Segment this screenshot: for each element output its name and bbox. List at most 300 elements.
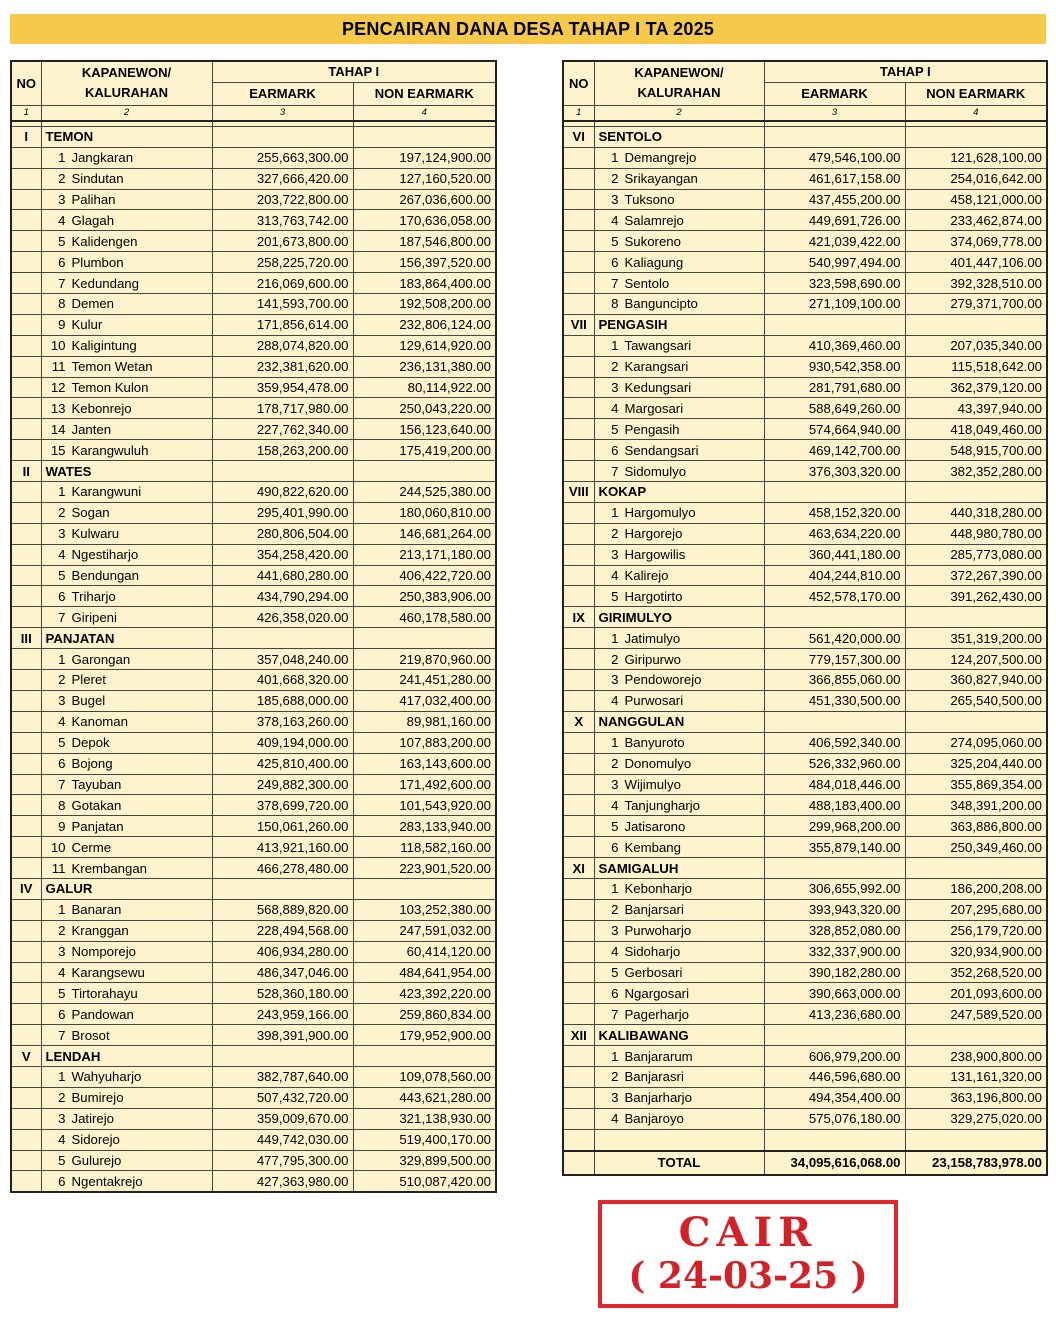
- kalurahan-name: Kaligintung: [71, 338, 137, 354]
- kalurahan-name: Banjaroyo: [624, 1111, 684, 1127]
- kalurahan-name: Srikayangan: [624, 171, 698, 187]
- table-row: [11, 544, 496, 565]
- kalurahan-name: Tuksono: [624, 192, 675, 207]
- kalurahan-name: Banguncipto: [624, 296, 698, 312]
- kalurahan-name: Sogan: [71, 505, 110, 521]
- earmark-value: 390,182,280.00: [764, 962, 905, 983]
- table-row: [563, 252, 1047, 273]
- table-row: [563, 899, 1047, 920]
- row-number: 3: [611, 192, 619, 207]
- group-row: [11, 1046, 496, 1067]
- kalurahan-name: Garongan: [71, 651, 131, 667]
- row-number: 2: [58, 171, 66, 187]
- non-earmark-value: 460,178,580.00: [353, 607, 496, 628]
- earmark-value: 306,655,992.00: [764, 878, 905, 899]
- earmark-value: 488,183,400.00: [764, 795, 905, 816]
- row-number: 1: [58, 1069, 66, 1085]
- group-number: II: [11, 461, 41, 482]
- earmark-value: 243,959,166.00: [212, 1004, 353, 1025]
- row-number: 7: [58, 776, 66, 792]
- non-earmark-value: 207,295,680.00: [905, 899, 1047, 920]
- earmark-value: 461,617,158.00: [764, 168, 905, 189]
- group-row: [11, 628, 496, 649]
- table-row: [563, 649, 1047, 670]
- earmark-value: 201,673,800.00: [212, 231, 353, 252]
- kalurahan-name: Ngentakrejo: [71, 1173, 143, 1189]
- earmark-value: 458,152,320.00: [764, 502, 905, 523]
- row-number: 3: [58, 526, 66, 542]
- kalurahan-name: Salamrejo: [624, 212, 684, 228]
- non-earmark-value: 250,383,906.00: [353, 586, 496, 607]
- row-number: 4: [611, 693, 619, 709]
- row-number: 4: [58, 547, 66, 563]
- table-row: [11, 1108, 496, 1129]
- table-row: [563, 356, 1047, 377]
- non-earmark-value: 548,915,700.00: [905, 440, 1047, 461]
- table-row: [563, 941, 1047, 962]
- group-number: VII: [563, 314, 594, 335]
- table-row: [563, 586, 1047, 607]
- non-earmark-value: 156,123,640.00: [353, 419, 496, 440]
- kalurahan-name: Margosari: [624, 400, 684, 416]
- kalurahan-name: Kaliagung: [624, 254, 684, 270]
- earmark-value: 382,787,640.00: [212, 1066, 353, 1087]
- row-number: 3: [611, 1090, 619, 1106]
- kalurahan-name: Kulur: [71, 317, 103, 333]
- kalurahan-name: Jangkaran: [71, 150, 134, 166]
- non-earmark-value: 329,899,500.00: [353, 1150, 496, 1171]
- table-row: [563, 732, 1047, 753]
- earmark-value: 378,163,260.00: [212, 711, 353, 732]
- earmark-value: 393,943,320.00: [764, 899, 905, 920]
- group-name: LENDAH: [41, 1046, 212, 1067]
- non-earmark-value: 440,318,280.00: [905, 502, 1047, 523]
- row-number: 2: [58, 505, 66, 521]
- non-earmark-value: 183,864,400.00: [353, 273, 496, 294]
- header-kapanewon: [594, 61, 764, 105]
- table-row: [11, 816, 496, 837]
- table-row: [563, 273, 1047, 294]
- non-earmark-value: 423,392,220.00: [353, 983, 496, 1004]
- table-row: [563, 294, 1047, 315]
- group-row: [563, 711, 1047, 732]
- non-earmark-value: 238,900,800.00: [905, 1046, 1047, 1067]
- row-number: 6: [611, 839, 619, 855]
- group-name: SENTOLO: [594, 126, 764, 147]
- kalurahan-name: Hargomulyo: [624, 505, 696, 521]
- table-row: [11, 962, 496, 983]
- non-earmark-value: 392,328,510.00: [905, 273, 1047, 294]
- table-row: [563, 1046, 1047, 1067]
- kalurahan-name: Sidorejo: [71, 1132, 120, 1148]
- earmark-value: 216,069,600.00: [212, 273, 353, 294]
- non-earmark-value: 274,095,060.00: [905, 732, 1047, 753]
- empty-row: [563, 1129, 1047, 1150]
- earmark-value: 426,358,020.00: [212, 607, 353, 628]
- earmark-value: 295,401,990.00: [212, 502, 353, 523]
- row-number: 5: [611, 233, 619, 249]
- earmark-value: 281,791,680.00: [764, 377, 905, 398]
- row-number: 6: [58, 588, 66, 604]
- earmark-value: 410,369,460.00: [764, 335, 905, 356]
- non-earmark-value: 101,543,920.00: [353, 795, 496, 816]
- kalurahan-name: Triharjo: [71, 588, 116, 604]
- kalurahan-name: Bojong: [71, 756, 113, 772]
- non-earmark-value: 417,032,400.00: [353, 690, 496, 711]
- earmark-value: 228,494,568.00: [212, 920, 353, 941]
- row-number: 2: [58, 1090, 66, 1106]
- table-row: [11, 273, 496, 294]
- col-index: 4: [353, 105, 496, 121]
- row-number: 4: [58, 1132, 66, 1148]
- table-row: [11, 711, 496, 732]
- header-no: NO: [11, 61, 41, 105]
- row-number: 4: [611, 212, 619, 228]
- earmark-value: 178,717,980.00: [212, 398, 353, 419]
- earmark-value: 203,722,800.00: [212, 189, 353, 210]
- col-index: 2: [41, 105, 212, 121]
- row-number: 1: [611, 338, 619, 354]
- row-number: 2: [611, 756, 619, 772]
- table-row: [563, 377, 1047, 398]
- total-label: TOTAL: [594, 1151, 764, 1175]
- row-number: 12: [50, 380, 66, 396]
- non-earmark-value: 118,582,160.00: [353, 837, 496, 858]
- row-number: 1: [611, 1048, 619, 1064]
- earmark-value: 158,263,200.00: [212, 440, 353, 461]
- group-number: XI: [563, 858, 594, 879]
- non-earmark-value: 406,422,720.00: [353, 565, 496, 586]
- table-row: [11, 732, 496, 753]
- earmark-value: 427,363,980.00: [212, 1171, 353, 1192]
- kalurahan-name: Karangsari: [624, 359, 689, 375]
- table-row: [563, 523, 1047, 544]
- earmark-value: 401,668,320.00: [212, 670, 353, 691]
- group-row: [563, 858, 1047, 879]
- non-earmark-value: 213,171,180.00: [353, 544, 496, 565]
- table-row: [11, 774, 496, 795]
- earmark-value: 357,048,240.00: [212, 649, 353, 670]
- non-earmark-value: 121,628,100.00: [905, 147, 1047, 168]
- non-earmark-value: 283,133,940.00: [353, 816, 496, 837]
- table-row: [11, 565, 496, 586]
- earmark-value: 574,664,940.00: [764, 419, 905, 440]
- earmark-value: 232,381,620.00: [212, 356, 353, 377]
- earmark-value: 490,822,620.00: [212, 482, 353, 503]
- kalurahan-name: Karangwuni: [71, 484, 142, 500]
- row-number: 4: [611, 1111, 619, 1127]
- earmark-value: 434,790,294.00: [212, 586, 353, 607]
- non-earmark-value: 250,043,220.00: [353, 398, 496, 419]
- earmark-value: 466,278,480.00: [212, 858, 353, 879]
- table-row: [563, 210, 1047, 231]
- earmark-value: 323,598,690.00: [764, 273, 905, 294]
- table-row: [11, 1150, 496, 1171]
- non-earmark-value: 170,636,058.00: [353, 210, 496, 231]
- col-index: 3: [764, 105, 905, 121]
- kalurahan-name: Sukoreno: [624, 233, 681, 249]
- kalurahan-name: Janten: [71, 421, 112, 437]
- kalurahan-name: Wahyuharjo: [71, 1069, 142, 1085]
- non-earmark-value: 192,508,200.00: [353, 294, 496, 315]
- kalurahan-name: Sidoharjo: [624, 944, 681, 960]
- table-row: [563, 1004, 1047, 1025]
- table-row: [563, 147, 1047, 168]
- row-number: 8: [611, 296, 619, 312]
- table-row: [11, 586, 496, 607]
- table-row: [11, 314, 496, 335]
- table-row: [11, 607, 496, 628]
- kalurahan-name: Palihan: [71, 192, 116, 207]
- non-earmark-value: 363,196,800.00: [905, 1087, 1047, 1108]
- earmark-value: 437,455,200.00: [764, 189, 905, 210]
- header-no: NO: [563, 61, 594, 105]
- kalurahan-name: Kebonrejo: [71, 400, 132, 416]
- kalurahan-name: Banjarasri: [624, 1069, 684, 1085]
- row-number: 4: [611, 568, 619, 584]
- earmark-value: 540,997,494.00: [764, 252, 905, 273]
- table-row: [563, 628, 1047, 649]
- group-number: IV: [11, 878, 41, 899]
- row-number: 5: [611, 588, 619, 604]
- header-non-earmark: NON EARMARK: [905, 82, 1047, 105]
- table-row: [11, 252, 496, 273]
- row-number: 9: [58, 818, 66, 834]
- earmark-value: 271,109,100.00: [764, 294, 905, 315]
- table-row: [11, 1066, 496, 1087]
- earmark-value: 463,634,220.00: [764, 523, 905, 544]
- non-earmark-value: 259,860,834.00: [353, 1004, 496, 1025]
- earmark-value: 568,889,820.00: [212, 899, 353, 920]
- table-row: [11, 231, 496, 252]
- table-row: [563, 168, 1047, 189]
- table-row: [11, 502, 496, 523]
- earmark-value: 227,762,340.00: [212, 419, 353, 440]
- total-row: [563, 1151, 1047, 1175]
- group-row: [11, 126, 496, 147]
- col-index: 3: [212, 105, 353, 121]
- table-row: [563, 398, 1047, 419]
- non-earmark-value: 279,371,700.00: [905, 294, 1047, 315]
- kalurahan-name: Ngargosari: [624, 985, 690, 1001]
- earmark-value: 449,742,030.00: [212, 1129, 353, 1150]
- kalurahan-name: Pengasih: [624, 421, 680, 437]
- row-number: 7: [611, 1006, 619, 1022]
- table-row: [11, 147, 496, 168]
- table-row: [563, 816, 1047, 837]
- table-row: [563, 189, 1047, 210]
- kalurahan-name: Banjarsari: [624, 902, 684, 918]
- kalurahan-name: Tawangsari: [624, 338, 692, 354]
- non-earmark-value: 363,886,800.00: [905, 816, 1047, 837]
- row-number: 2: [58, 923, 66, 939]
- kalurahan-name: Purwosari: [624, 693, 684, 709]
- row-number: 1: [58, 150, 66, 166]
- kalurahan-name: Gulurejo: [71, 1152, 122, 1168]
- kalurahan-name: Bendungan: [71, 568, 139, 584]
- earmark-value: 171,856,614.00: [212, 314, 353, 335]
- row-number: 5: [58, 568, 66, 584]
- non-earmark-value: 374,069,778.00: [905, 231, 1047, 252]
- kalurahan-name: Pagerharjo: [624, 1006, 690, 1022]
- kalurahan-name: Kalidengen: [71, 233, 138, 249]
- kalurahan-name: Hargorejo: [624, 526, 683, 542]
- non-earmark-value: 360,827,940.00: [905, 670, 1047, 691]
- kalurahan-name: Gerbosari: [624, 964, 683, 980]
- table-row: [11, 377, 496, 398]
- earmark-value: 150,061,260.00: [212, 816, 353, 837]
- table-row: [11, 1025, 496, 1046]
- kalurahan-name: Giripeni: [71, 609, 117, 625]
- earmark-value: 425,810,400.00: [212, 753, 353, 774]
- kalurahan-name: Tirtorahayu: [71, 985, 138, 1001]
- non-earmark-value: 80,114,922.00: [353, 377, 496, 398]
- non-earmark-value: 352,268,520.00: [905, 962, 1047, 983]
- page-title: PENCAIRAN DANA DESA TAHAP I TA 2025: [10, 14, 1046, 44]
- stamp-line2: ( 24-03-25 ): [628, 1255, 868, 1297]
- row-number: 6: [611, 442, 619, 458]
- row-number: 4: [58, 714, 66, 730]
- kalurahan-name: Brosot: [71, 1027, 110, 1043]
- non-earmark-value: 175,419,200.00: [353, 440, 496, 461]
- group-number: IX: [563, 607, 594, 628]
- total-non-earmark: 23,158,783,978.00: [905, 1151, 1047, 1175]
- earmark-value: 606,979,200.00: [764, 1046, 905, 1067]
- group-name: KOKAP: [594, 482, 764, 503]
- non-earmark-value: 348,391,200.00: [905, 795, 1047, 816]
- table-row: [11, 899, 496, 920]
- earmark-value: 446,596,680.00: [764, 1066, 905, 1087]
- row-number: 4: [58, 212, 66, 228]
- table-row: [563, 837, 1047, 858]
- kalurahan-name: Jatirejo: [71, 1111, 115, 1127]
- non-earmark-value: 355,869,354.00: [905, 774, 1047, 795]
- row-number: 10: [50, 839, 66, 855]
- header-kalurahan-line2: KALURAHAN: [637, 85, 721, 101]
- earmark-value: 360,441,180.00: [764, 544, 905, 565]
- table-row: [11, 837, 496, 858]
- earmark-value: 354,258,420.00: [212, 544, 353, 565]
- non-earmark-value: 201,093,600.00: [905, 983, 1047, 1004]
- earmark-value: 406,934,280.00: [212, 941, 353, 962]
- kalurahan-name: Banjarharjo: [624, 1090, 692, 1106]
- non-earmark-value: 267,036,600.00: [353, 189, 496, 210]
- kalurahan-name: Kebonharjo: [624, 881, 692, 897]
- earmark-value: 528,360,180.00: [212, 983, 353, 1004]
- row-number: 3: [611, 672, 619, 688]
- row-number: 2: [611, 902, 619, 918]
- non-earmark-value: 197,124,900.00: [353, 147, 496, 168]
- earmark-value: 185,688,000.00: [212, 690, 353, 711]
- earmark-value: 588,649,260.00: [764, 398, 905, 419]
- table-row: [11, 210, 496, 231]
- earmark-value: 469,142,700.00: [764, 440, 905, 461]
- row-number: 7: [58, 1027, 66, 1043]
- kalurahan-name: Glagah: [71, 212, 115, 228]
- col-index: 4: [905, 105, 1047, 121]
- kalurahan-name: Sidomulyo: [624, 463, 687, 479]
- non-earmark-value: 244,525,380.00: [353, 482, 496, 503]
- non-earmark-value: 325,204,440.00: [905, 753, 1047, 774]
- non-earmark-value: 382,352,280.00: [905, 461, 1047, 482]
- kalurahan-name: Banyuroto: [624, 735, 685, 751]
- non-earmark-value: 247,591,032.00: [353, 920, 496, 941]
- row-number: 3: [611, 380, 619, 396]
- group-name: GALUR: [41, 878, 212, 899]
- kalurahan-name: Jatisarono: [624, 818, 686, 834]
- non-earmark-value: 418,049,460.00: [905, 419, 1047, 440]
- non-earmark-value: 223,901,520.00: [353, 858, 496, 879]
- earmark-value: 526,332,960.00: [764, 753, 905, 774]
- table-row: [11, 335, 496, 356]
- kalurahan-name: Depok: [71, 735, 110, 751]
- row-number: 1: [611, 881, 619, 897]
- earmark-value: 930,542,358.00: [764, 356, 905, 377]
- row-number: 3: [58, 944, 66, 960]
- non-earmark-value: 207,035,340.00: [905, 335, 1047, 356]
- non-earmark-value: 60,414,120.00: [353, 941, 496, 962]
- non-earmark-value: 285,773,080.00: [905, 544, 1047, 565]
- row-number: 1: [58, 902, 66, 918]
- non-earmark-value: 107,883,200.00: [353, 732, 496, 753]
- header-kalurahan-line2: KALURAHAN: [84, 85, 169, 101]
- row-number: 7: [58, 609, 66, 625]
- earmark-value: 299,968,200.00: [764, 816, 905, 837]
- kalurahan-name: Ngestiharjo: [71, 547, 139, 563]
- kalurahan-name: Sendangsari: [624, 442, 699, 458]
- kalurahan-name: Hargowilis: [624, 547, 686, 563]
- non-earmark-value: 129,614,920.00: [353, 335, 496, 356]
- table-row: [11, 523, 496, 544]
- kalurahan-name: Gotakan: [71, 797, 122, 813]
- row-number: 3: [611, 923, 619, 939]
- group-name: SAMIGALUH: [594, 858, 764, 879]
- header-earmark: EARMARK: [764, 82, 905, 105]
- kalurahan-name: Sentolo: [624, 275, 670, 291]
- non-earmark-value: 448,980,780.00: [905, 523, 1047, 544]
- kalurahan-name: Kulwaru: [71, 526, 120, 542]
- row-number: 1: [58, 651, 66, 667]
- table-row: [11, 419, 496, 440]
- group-name: NANGGULAN: [594, 711, 764, 732]
- table-row: [11, 941, 496, 962]
- kalurahan-name: Donomulyo: [624, 756, 692, 772]
- group-row: [563, 607, 1047, 628]
- total-earmark: 34,095,616,068.00: [764, 1151, 905, 1175]
- header-non-earmark: NON EARMARK: [353, 82, 496, 105]
- non-earmark-value: 329,275,020.00: [905, 1108, 1047, 1129]
- row-number: 5: [611, 964, 619, 980]
- non-earmark-value: 146,681,264.00: [353, 523, 496, 544]
- row-number: 3: [611, 776, 619, 792]
- non-earmark-value: 484,641,954.00: [353, 962, 496, 983]
- table-row: [563, 795, 1047, 816]
- kalurahan-name: Kanoman: [71, 714, 128, 730]
- table-row: [563, 461, 1047, 482]
- earmark-value: 355,879,140.00: [764, 837, 905, 858]
- row-number: 1: [611, 150, 619, 166]
- table-row: [563, 1066, 1047, 1087]
- row-number: 4: [611, 944, 619, 960]
- kalurahan-name: Demen: [71, 296, 115, 312]
- row-number: 2: [58, 672, 66, 688]
- kalurahan-name: Banaran: [71, 902, 122, 918]
- table-row: [563, 1108, 1047, 1129]
- group-number: VI: [563, 126, 594, 147]
- header-tahap: TAHAP I: [764, 61, 1047, 82]
- non-earmark-value: 219,870,960.00: [353, 649, 496, 670]
- non-earmark-value: 233,462,874.00: [905, 210, 1047, 231]
